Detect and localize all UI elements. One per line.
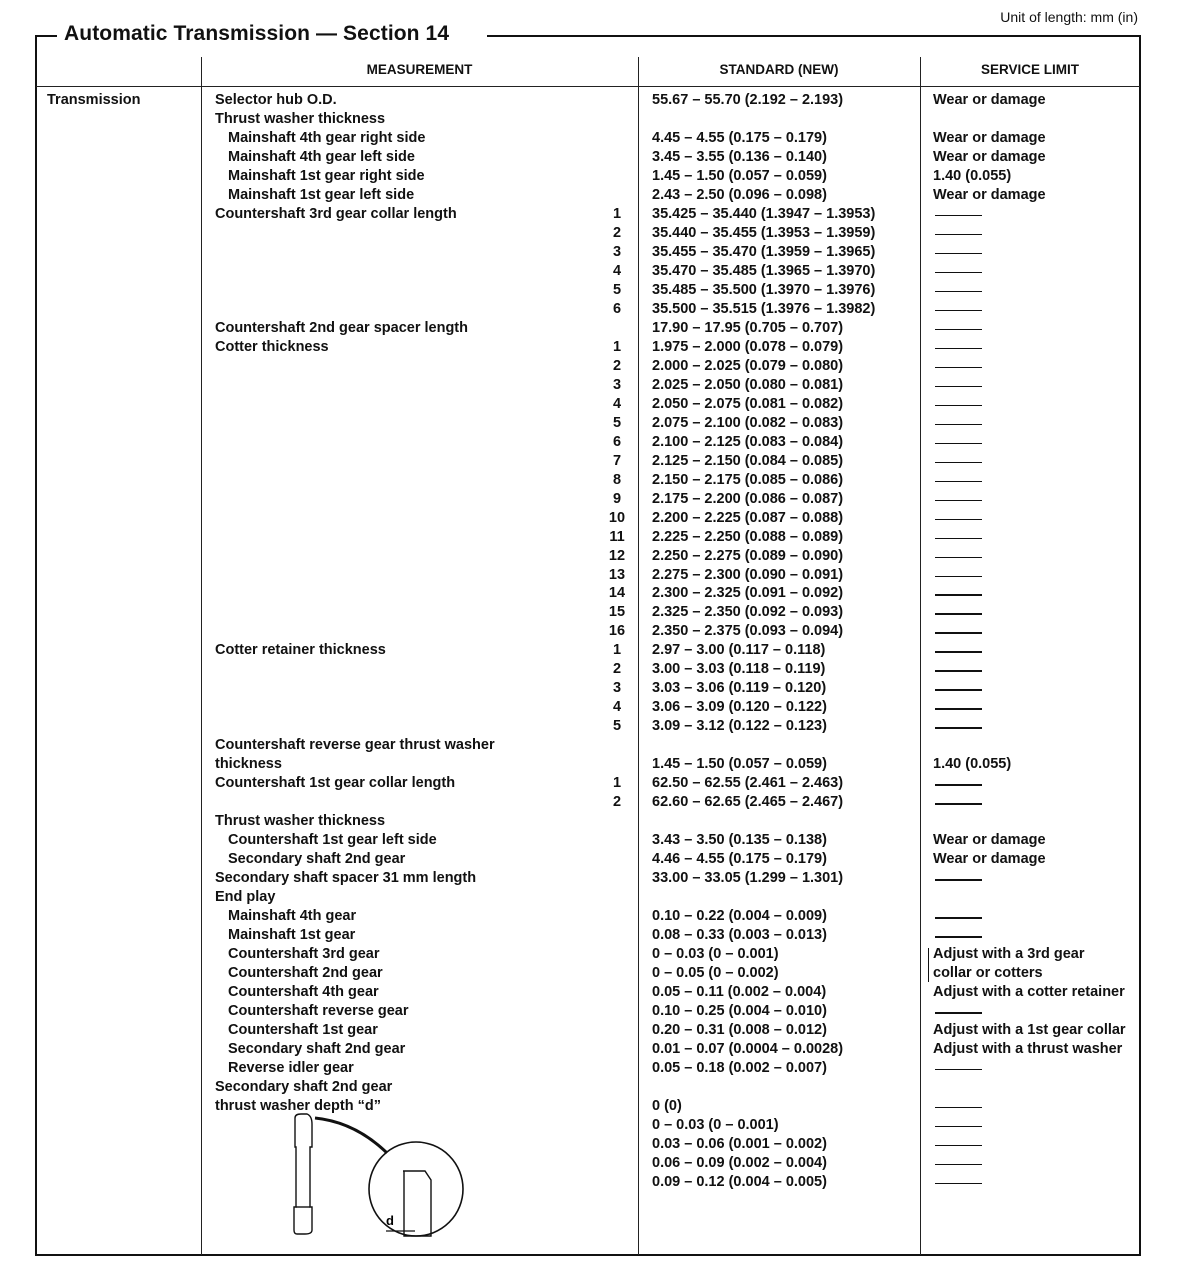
size-number-cell: 12 (608, 547, 626, 564)
svg-text:d: d (386, 1213, 394, 1228)
table-row (0, 168, 1184, 187)
table-row (0, 604, 1184, 623)
table-row (0, 756, 1184, 775)
table-row (0, 529, 1184, 548)
standard-cell: 2.325 – 2.350 (0.092 – 0.093) (652, 604, 844, 621)
table-row (0, 187, 1184, 206)
size-number-cell: 1 (612, 338, 622, 355)
table-row (0, 1022, 1184, 1041)
standard-cell: 3.09 – 3.12 (0.122 – 0.123) (652, 718, 827, 735)
table-row (0, 1060, 1184, 1079)
standard-cell: 2.025 – 2.050 (0.080 – 0.081) (652, 376, 844, 393)
table-row (0, 1079, 1184, 1098)
page-title: Automatic Transmission — Section 14 (64, 22, 450, 45)
measurement-cell: Countershaft 3rd gear collar length (215, 205, 457, 222)
standard-cell: 0.20 – 0.31 (0.008 – 0.012) (652, 1022, 827, 1039)
service-limit-dash (935, 784, 982, 786)
service-limit-dash (935, 348, 982, 350)
table-row (0, 718, 1184, 737)
service-limit-dash (935, 538, 982, 540)
standard-cell: 2.000 – 2.025 (0.079 – 0.080) (652, 357, 844, 374)
service-limit-dash (935, 936, 982, 938)
size-number-cell: 2 (612, 661, 622, 678)
table-row (0, 453, 1184, 472)
table-row (0, 813, 1184, 832)
table-row (0, 984, 1184, 1003)
size-number-cell: 2 (612, 794, 622, 811)
measurement-cell: Countershaft reverse gear thrust washer (215, 737, 495, 754)
table-row (0, 737, 1184, 756)
service-limit-cell: Wear or damage (933, 832, 1046, 849)
size-number-cell: 6 (612, 433, 622, 450)
measurement-cell: Countershaft reverse gear (228, 1003, 409, 1020)
standard-cell: 0.06 – 0.09 (0.002 – 0.004) (652, 1154, 827, 1171)
standard-cell: 0.01 – 0.07 (0.0004 – 0.0028) (652, 1041, 844, 1057)
table-row (0, 548, 1184, 567)
service-limit-cell: Wear or damage (933, 92, 1046, 108)
measurement-cell: thickness (215, 756, 282, 773)
table-row (0, 206, 1184, 225)
size-number-cell: 1 (612, 642, 622, 659)
service-limit-dash (935, 651, 982, 653)
standard-cell: 0 – 0.03 (0 – 0.001) (652, 1116, 779, 1133)
standard-cell: 2.225 – 2.250 (0.088 – 0.089) (652, 528, 844, 545)
measurement-cell: Mainshaft 4th gear left side (228, 148, 415, 165)
service-limit-dash (935, 879, 982, 881)
table-row (0, 1117, 1184, 1136)
service-limit-cell: Wear or damage (933, 129, 1046, 146)
measurement-cell: Countershaft 1st gear left side (228, 832, 437, 849)
measurement-cell: End play (215, 889, 276, 906)
standard-cell: 62.50 – 62.55 (2.461 – 2.463) (652, 775, 844, 792)
service-limit-dash (935, 670, 982, 672)
table-row (0, 946, 1184, 965)
measurement-cell: Thrust washer thickness (215, 813, 386, 830)
standard-cell: 0 (0) (652, 1097, 682, 1114)
service-limit-dash (935, 1069, 982, 1071)
service-limit-dash (935, 1012, 982, 1014)
size-number-cell: 4 (612, 699, 622, 716)
service-limit-dash (935, 405, 982, 407)
measurement-cell: Countershaft 1st gear (228, 1022, 378, 1039)
measurement-cell: Mainshaft 1st gear left side (228, 186, 415, 203)
standard-cell: 2.125 – 2.150 (0.084 – 0.085) (652, 452, 844, 469)
header-standard: STANDARD (NEW) (719, 62, 839, 77)
standard-cell: 55.67 – 55.70 (2.192 – 2.193) (652, 92, 844, 108)
standard-cell: 1.45 – 1.50 (0.057 – 0.059) (652, 756, 827, 773)
size-number-cell: 11 (609, 528, 625, 545)
table-row (0, 244, 1184, 263)
service-limit-dash (935, 234, 982, 236)
standard-cell: 1.45 – 1.50 (0.057 – 0.059) (652, 167, 827, 184)
table-row (0, 965, 1184, 984)
service-limit-dash (935, 632, 982, 634)
standard-cell: 2.100 – 2.125 (0.083 – 0.084) (652, 433, 844, 450)
service-limit-cell: Adjust with a 1st gear collar (933, 1022, 1126, 1039)
service-limit-dash (935, 613, 982, 615)
service-limit-cell: Adjust with a cotter retainer (933, 984, 1125, 1001)
standard-cell: 2.250 – 2.275 (0.089 – 0.090) (652, 547, 844, 564)
measurement-cell: Secondary shaft 2nd gear (215, 1078, 393, 1095)
service-limit-dash (935, 310, 982, 312)
measurement-cell: Secondary shaft 2nd gear (228, 851, 406, 868)
size-number-cell: 9 (612, 490, 622, 507)
table-row (0, 889, 1184, 908)
service-limit-dash (935, 917, 982, 919)
standard-cell: 3.00 – 3.03 (0.118 – 0.119) (652, 661, 826, 678)
standard-cell: 0.03 – 0.06 (0.001 – 0.002) (652, 1135, 827, 1152)
size-number-cell: 3 (612, 376, 622, 393)
standard-cell: 0.08 – 0.33 (0.003 – 0.013) (652, 927, 827, 944)
standard-cell: 35.500 – 35.515 (1.3976 – 1.3982) (652, 300, 876, 317)
table-row (0, 396, 1184, 415)
service-limit-dash (935, 727, 982, 729)
table-row (0, 434, 1184, 453)
service-limit-dash (935, 367, 982, 369)
service-limit-dash (935, 424, 982, 426)
service-limit-dash (935, 329, 982, 331)
table-row (0, 908, 1184, 927)
service-limit-dash (935, 215, 982, 217)
standard-cell: 1.975 – 2.000 (0.078 – 0.079) (652, 338, 844, 355)
thrust-washer-depth-diagram-icon (285, 1112, 485, 1257)
measurement-cell: Countershaft 2nd gear (228, 965, 383, 982)
table-row (0, 225, 1184, 244)
table-row (0, 1041, 1184, 1060)
size-number-cell: 5 (612, 414, 622, 431)
table-row (0, 149, 1184, 168)
table-row (0, 263, 1184, 282)
service-limit-dash (935, 253, 982, 255)
table-row (0, 510, 1184, 529)
size-number-cell: 5 (612, 718, 622, 735)
measurement-cell: Mainshaft 4th gear right side (228, 129, 426, 146)
standard-cell: 0.10 – 0.25 (0.004 – 0.010) (652, 1003, 827, 1020)
standard-cell: 35.440 – 35.455 (1.3953 – 1.3959) (652, 224, 876, 241)
service-limit-dash (935, 1126, 982, 1128)
standard-cell: 2.275 – 2.300 (0.090 – 0.091) (652, 566, 844, 583)
measurement-cell: Secondary shaft spacer 31 mm length (215, 870, 477, 887)
size-number-cell: 15 (608, 604, 626, 621)
service-limit-cell: Adjust with a 3rd gear (933, 946, 1085, 963)
service-limit-dash (935, 500, 982, 502)
standard-cell: 33.00 – 33.05 (1.299 – 1.301) (652, 870, 844, 887)
table-row (0, 1003, 1184, 1022)
header-divider (36, 86, 1140, 87)
standard-cell: 17.90 – 17.95 (0.705 – 0.707) (652, 319, 844, 336)
standard-cell: 4.46 – 4.55 (0.175 – 0.179) (652, 851, 827, 868)
size-number-cell: 3 (612, 680, 622, 697)
size-number-cell: 16 (608, 623, 626, 640)
service-limit-dash (935, 386, 982, 388)
measurement-cell: thrust washer depth “d” (215, 1097, 381, 1114)
service-limit-dash (935, 576, 982, 578)
standard-cell: 2.43 – 2.50 (0.096 – 0.098) (652, 186, 827, 203)
standard-cell: 35.455 – 35.470 (1.3959 – 1.3965) (652, 243, 876, 260)
table-row (0, 642, 1184, 661)
standard-cell: 2.200 – 2.225 (0.087 – 0.088) (652, 509, 844, 526)
size-number-cell: 10 (608, 509, 626, 526)
table-row (0, 927, 1184, 946)
standard-cell: 0.09 – 0.12 (0.004 – 0.005) (652, 1173, 827, 1190)
measurement-cell: Mainshaft 1st gear (228, 927, 356, 944)
measurement-cell: Secondary shaft 2nd gear (228, 1041, 406, 1057)
measurement-cell: Thrust washer thickness (215, 110, 386, 127)
standard-cell: 2.97 – 3.00 (0.117 – 0.118) (652, 642, 826, 659)
table-row (0, 320, 1184, 339)
standard-cell: 35.485 – 35.500 (1.3970 – 1.3976) (652, 281, 876, 298)
table-row (0, 358, 1184, 377)
table-row (0, 832, 1184, 851)
service-limit-cell: collar or cotters (933, 965, 1043, 982)
table-row (0, 1136, 1184, 1155)
measurement-cell: Countershaft 1st gear collar length (215, 775, 456, 792)
table-row (0, 1174, 1184, 1193)
size-number-cell: 5 (612, 281, 622, 298)
service-limit-cell: Wear or damage (933, 148, 1046, 165)
table-row (0, 794, 1184, 813)
table-row (0, 585, 1184, 604)
table-row (0, 92, 1184, 111)
table-row (0, 623, 1184, 642)
title-rule-right (487, 35, 1140, 37)
table-row (0, 130, 1184, 149)
table-row (0, 491, 1184, 510)
service-limit-dash (935, 1145, 982, 1147)
header-measurement: MEASUREMENT (366, 62, 473, 77)
service-limit-cell: Wear or damage (933, 851, 1046, 868)
measurement-cell: Cotter thickness (215, 338, 329, 355)
size-number-cell: 2 (612, 224, 622, 241)
size-number-cell: 2 (612, 357, 622, 374)
standard-cell: 3.45 – 3.55 (0.136 – 0.140) (652, 148, 827, 165)
size-number-cell: 4 (612, 395, 622, 412)
table-row (0, 775, 1184, 794)
size-number-cell: 1 (612, 775, 622, 792)
table-row (0, 111, 1184, 130)
standard-cell: 2.350 – 2.375 (0.093 – 0.094) (652, 623, 844, 640)
measurement-cell: Selector hub O.D. (215, 92, 337, 108)
standard-cell: 62.60 – 62.65 (2.465 – 2.467) (652, 794, 844, 811)
standard-cell: 0.05 – 0.18 (0.002 – 0.007) (652, 1059, 827, 1076)
size-number-cell: 1 (612, 205, 622, 222)
table-row (0, 339, 1184, 358)
standard-cell: 0.10 – 0.22 (0.004 – 0.009) (652, 908, 827, 925)
standard-cell: 0 – 0.05 (0 – 0.002) (652, 965, 779, 982)
table-row (0, 870, 1184, 889)
table-row (0, 1098, 1184, 1117)
size-number-cell: 14 (608, 585, 626, 602)
standard-cell: 2.050 – 2.075 (0.081 – 0.082) (652, 395, 844, 412)
table-row (0, 377, 1184, 396)
size-number-cell: 7 (612, 452, 622, 469)
standard-cell: 35.425 – 35.440 (1.3947 – 1.3953) (652, 205, 876, 222)
measurement-cell: Countershaft 2nd gear spacer length (215, 319, 468, 336)
service-limit-dash (935, 481, 982, 483)
service-limit-dash (935, 291, 982, 293)
measurement-cell: Countershaft 3rd gear (228, 946, 380, 963)
standard-cell: 3.03 – 3.06 (0.119 – 0.120) (652, 680, 827, 697)
table-row (0, 680, 1184, 699)
service-limit-dash (935, 519, 982, 521)
size-number-cell: 3 (612, 243, 622, 260)
service-limit-dash (935, 708, 982, 710)
standard-cell: 35.470 – 35.485 (1.3965 – 1.3970) (652, 262, 876, 279)
measurement-cell: Mainshaft 1st gear right side (228, 167, 425, 184)
standard-cell: 2.075 – 2.100 (0.082 – 0.083) (652, 414, 844, 431)
size-number-cell: 4 (612, 262, 622, 279)
measurement-cell: Reverse idler gear (228, 1059, 354, 1076)
service-limit-cell: 1.40 (0.055) (933, 756, 1012, 773)
title-rule-left (36, 35, 57, 37)
section-label: Transmission (47, 92, 141, 108)
measurement-cell: Cotter retainer thickness (215, 642, 386, 659)
table-row (0, 699, 1184, 718)
standard-cell: 2.150 – 2.175 (0.085 – 0.086) (652, 471, 844, 488)
table-row (0, 472, 1184, 491)
service-limit-dash (935, 557, 982, 559)
table-row (0, 661, 1184, 680)
header-service-limit: SERVICE LIMIT (980, 62, 1079, 77)
size-number-cell: 6 (612, 300, 622, 317)
service-limit-dash (935, 803, 982, 805)
standard-cell: 3.43 – 3.50 (0.135 – 0.138) (652, 832, 827, 849)
service-limit-dash (935, 689, 982, 691)
table-row (0, 851, 1184, 870)
table-row (0, 301, 1184, 320)
service-limit-dash (935, 1183, 982, 1185)
service-limit-cell: Adjust with a thrust washer (933, 1041, 1123, 1057)
measurement-cell: Countershaft 4th gear (228, 984, 379, 1001)
service-limit-dash (935, 1107, 982, 1109)
table-row (0, 415, 1184, 434)
standard-cell: 3.06 – 3.09 (0.120 – 0.122) (652, 699, 827, 716)
table-row (0, 282, 1184, 301)
service-limit-dash (935, 462, 982, 464)
size-number-cell: 13 (608, 566, 626, 583)
service-limit-dash (935, 594, 982, 596)
service-limit-dash (935, 443, 982, 445)
service-limit-dash (935, 1164, 982, 1166)
standard-cell: 2.300 – 2.325 (0.091 – 0.092) (652, 585, 844, 602)
unit-note: Unit of length: mm (in) (1000, 9, 1138, 25)
standard-cell: 0.05 – 0.11 (0.002 – 0.004) (652, 984, 827, 1001)
service-limit-dash (935, 272, 982, 274)
bracket-mark (928, 948, 929, 982)
table-row (0, 567, 1184, 586)
table-row (0, 1155, 1184, 1174)
standard-cell: 4.45 – 4.55 (0.175 – 0.179) (652, 129, 827, 146)
size-number-cell: 8 (612, 471, 622, 488)
measurement-cell: Mainshaft 4th gear (228, 908, 357, 925)
service-limit-cell: Wear or damage (933, 186, 1046, 203)
standard-cell: 2.175 – 2.200 (0.086 – 0.087) (652, 490, 844, 507)
standard-cell: 0 – 0.03 (0 – 0.001) (652, 946, 779, 963)
service-limit-cell: 1.40 (0.055) (933, 167, 1012, 184)
